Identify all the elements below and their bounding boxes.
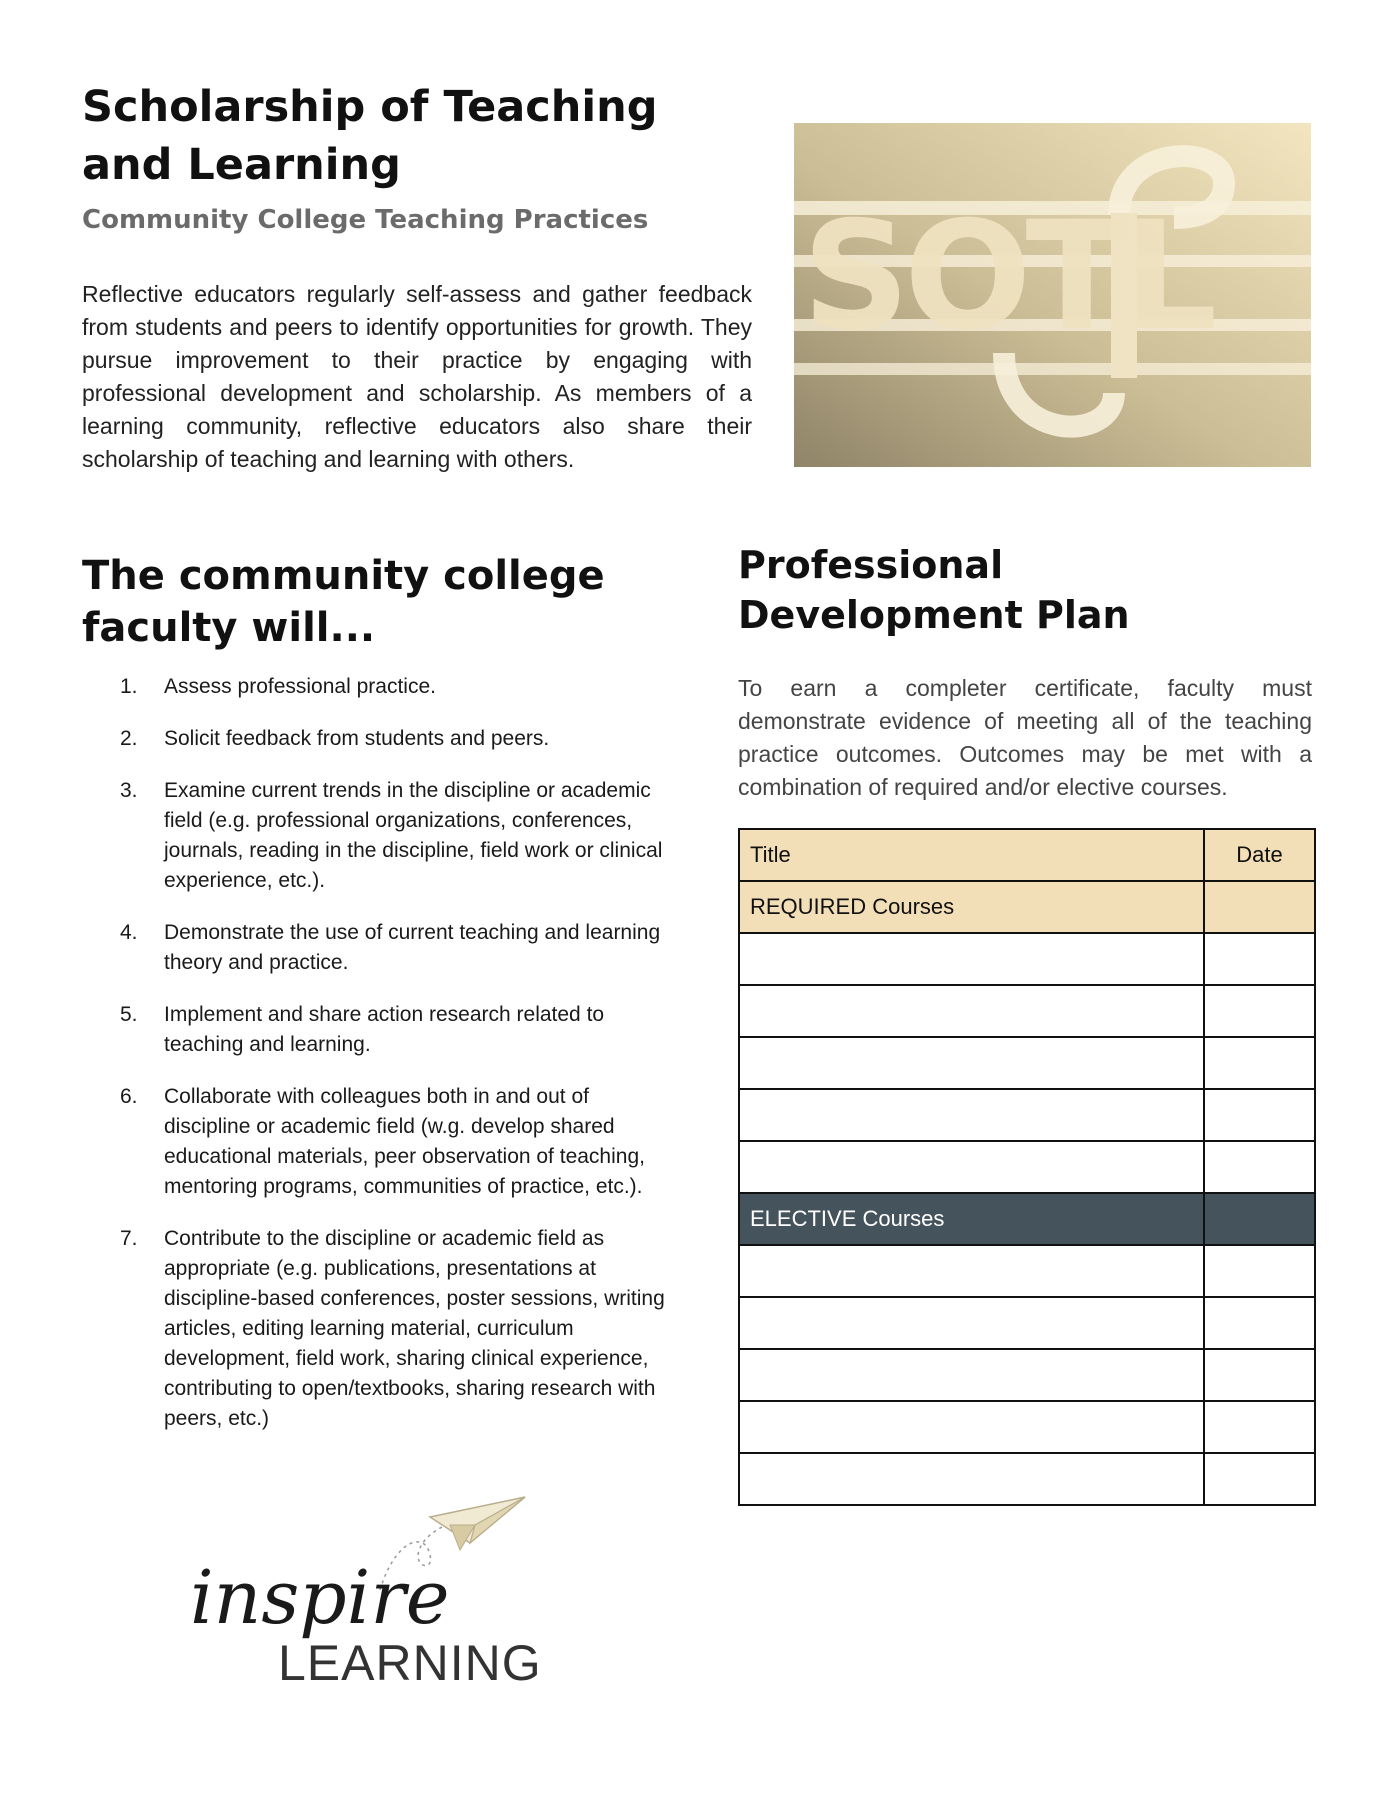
list-item-number: 1.	[120, 675, 138, 698]
inspire-learning-logo	[180, 1495, 560, 1695]
column-title-header: Title	[739, 829, 1204, 881]
list-item	[120, 1000, 680, 1060]
table-header-row	[739, 829, 1315, 881]
required-section-row	[739, 881, 1315, 933]
title-cell[interactable]	[739, 1245, 1204, 1297]
title-cell[interactable]	[739, 933, 1204, 985]
table-row	[739, 1141, 1315, 1193]
list-item-number: 4.	[120, 921, 138, 944]
sotl-hero-image	[794, 123, 1311, 467]
list-item	[120, 776, 680, 896]
date-cell[interactable]	[1204, 1245, 1315, 1297]
list-item-number: 2.	[120, 727, 138, 750]
elective-section-row	[739, 1193, 1315, 1245]
page-title: Scholarship of Teaching and Learning	[82, 82, 658, 190]
list-item	[120, 918, 680, 978]
list-item-number: 3.	[120, 779, 138, 802]
intro-paragraph: Reflective educators regularly self-assess and gather feedback from students and peers to identify opportunities for growth. They pursue improvement to their practice by engaging with professional development and scholarship. As members of a learning community, reflective educators also share their scholarship of teaching and learning with others.	[82, 281, 752, 472]
date-cell[interactable]	[1204, 1089, 1315, 1141]
table-row	[739, 1037, 1315, 1089]
list-item-text: Solicit feedback from students and peers.	[164, 727, 550, 750]
table-row	[739, 1349, 1315, 1401]
list-item	[120, 1224, 680, 1434]
hero-bar	[794, 363, 1311, 375]
date-cell[interactable]	[1204, 1453, 1315, 1505]
page-subtitle: Community College Teaching Practices	[82, 205, 649, 235]
list-item-text: Demonstrate the use of current teaching and learning theory and practice.	[164, 921, 661, 974]
table-row	[739, 985, 1315, 1037]
plan-description: To earn a completer certificate, faculty must demonstrate evidence of meeting all of the teaching practice outcomes. Outcomes may be met with a combination of required and/or elective courses.	[738, 675, 1312, 800]
list-item-text: Implement and share action research related to teaching and learning.	[164, 1003, 605, 1056]
required-section-label: REQUIRED Courses	[739, 881, 1204, 933]
faculty-heading: The community college faculty will...	[82, 553, 605, 651]
title-cell[interactable]	[739, 985, 1204, 1037]
date-cell[interactable]	[1204, 1297, 1315, 1349]
list-item-text: Collaborate with colleagues both in and out of discipline or academic field (w.g. develop shared educational materials, peer observation of teaching, mentoring programs, communities of practice, etc.).	[164, 1085, 645, 1198]
list-item-text: Assess professional practice.	[164, 675, 436, 698]
date-cell[interactable]	[1204, 933, 1315, 985]
table-row	[739, 1401, 1315, 1453]
list-item-text: Contribute to the discipline or academic field as appropriate (e.g. publications, presentations at discipline-based conferences, poster sessions, writing articles, editing learning material, curriculum development, field work, sharing clinical experience, contributing to open/textbooks, sharing research with peers, etc.)	[164, 1227, 665, 1430]
title-cell[interactable]	[739, 1141, 1204, 1193]
column-date-header: Date	[1204, 829, 1315, 881]
table-row	[739, 1297, 1315, 1349]
title-cell[interactable]	[739, 1037, 1204, 1089]
title-cell[interactable]	[739, 1349, 1204, 1401]
date-cell[interactable]	[1204, 985, 1315, 1037]
list-item-number: 7.	[120, 1227, 138, 1250]
date-cell[interactable]	[1204, 1141, 1315, 1193]
table-row	[739, 1245, 1315, 1297]
elective-section-label: ELECTIVE Courses	[739, 1193, 1204, 1245]
required-section-date	[1204, 881, 1315, 933]
date-cell[interactable]	[1204, 1349, 1315, 1401]
list-item	[120, 672, 680, 702]
logo-script-word: inspire	[190, 1555, 450, 1641]
hero-word: SOTL	[802, 190, 1212, 364]
list-item	[120, 724, 680, 754]
table-row	[739, 933, 1315, 985]
title-cell[interactable]	[739, 1089, 1204, 1141]
title-cell[interactable]	[739, 1453, 1204, 1505]
table-row	[739, 1089, 1315, 1141]
list-item-number: 6.	[120, 1085, 138, 1108]
list-item-text: Examine current trends in the discipline or academic field (e.g. professional organizations, conferences, journals, reading in the discipline, field work or clinical experience, etc.).	[164, 779, 663, 892]
development-plan-table	[738, 828, 1316, 1506]
plan-heading: Professional Development Plan	[738, 543, 1130, 637]
paper-airplane-icon	[430, 1497, 525, 1550]
table-row	[739, 1453, 1315, 1505]
list-item	[120, 1082, 680, 1202]
list-item-number: 5.	[120, 1003, 138, 1026]
title-cell[interactable]	[739, 1297, 1204, 1349]
title-cell[interactable]	[739, 1401, 1204, 1453]
logo-word: LEARNING	[278, 1635, 542, 1691]
outcomes-list	[120, 672, 680, 1456]
date-cell[interactable]	[1204, 1037, 1315, 1089]
elective-section-date	[1204, 1193, 1315, 1245]
date-cell[interactable]	[1204, 1401, 1315, 1453]
